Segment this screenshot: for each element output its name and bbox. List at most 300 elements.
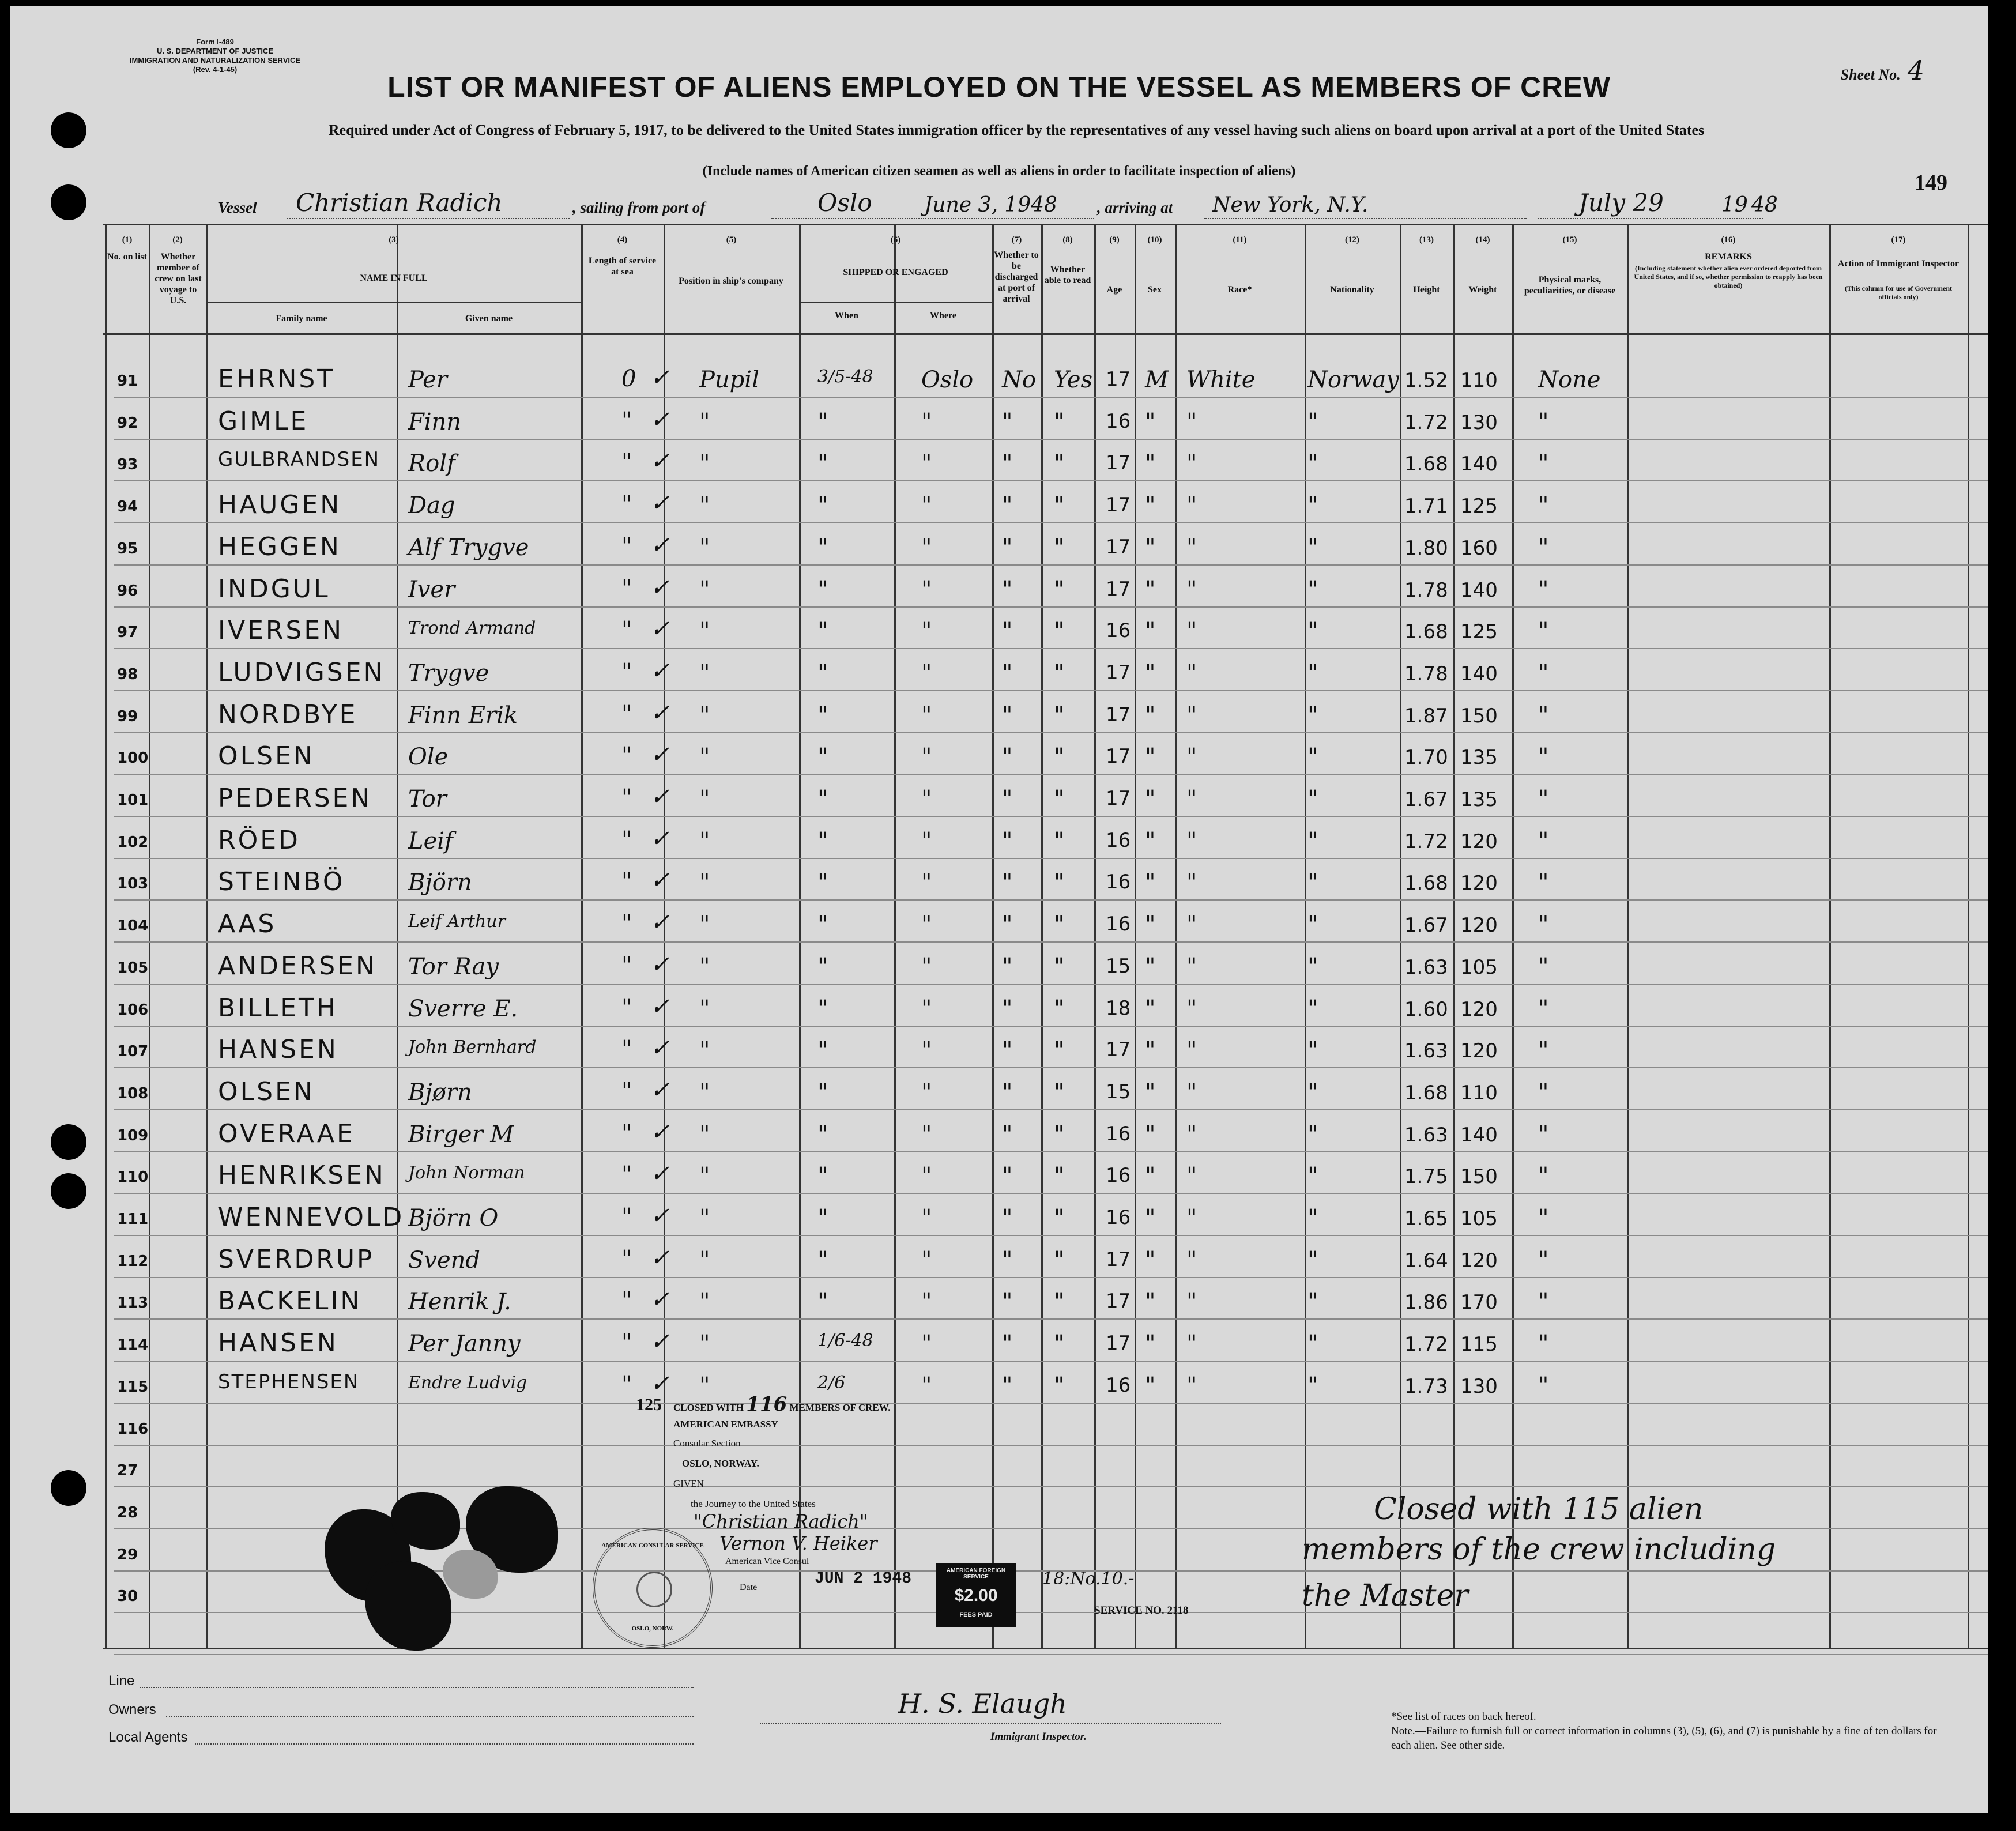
- age-cell: 16: [1106, 913, 1131, 936]
- given-name: Per: [408, 367, 447, 393]
- service-at-sea: ": [621, 1078, 632, 1105]
- sex-cell: ": [1145, 1289, 1156, 1315]
- position-cell: ": [699, 1373, 710, 1399]
- position-cell: Pupil: [699, 367, 759, 393]
- race-cell: ": [1186, 702, 1197, 729]
- row-number: 111: [117, 1211, 149, 1228]
- row-rule: [114, 439, 1988, 440]
- weight-cell: 120: [1460, 872, 1498, 895]
- stamp-fee-note: 18:No.10.-: [1042, 1569, 1135, 1589]
- row-rule: [114, 690, 1988, 691]
- family-name: OLSEN: [218, 1077, 315, 1106]
- check-mark-icon: ✓: [650, 700, 670, 726]
- consul-signature: Vernon V. Heiker: [719, 1532, 877, 1554]
- family-name: HANSEN: [218, 1035, 338, 1064]
- weight-cell: 160: [1460, 537, 1498, 560]
- discharged-cell: ": [1002, 1289, 1013, 1315]
- sex-cell: ": [1145, 492, 1156, 519]
- age-cell: 17: [1106, 787, 1131, 810]
- form-header: [10, 6, 1988, 225]
- row-rule: [114, 941, 1988, 943]
- column-header-list-number: No. on list: [107, 252, 147, 262]
- sex-cell: ": [1145, 1247, 1156, 1274]
- column-number: (13): [1419, 235, 1434, 244]
- row-number: 101: [117, 792, 149, 809]
- read-cell: ": [1054, 1121, 1065, 1148]
- service-at-sea: ": [621, 785, 632, 811]
- given-name: Trygve: [408, 660, 489, 687]
- service-at-sea: ": [621, 1162, 632, 1188]
- position-cell: ": [699, 786, 710, 812]
- where-cell: ": [921, 577, 932, 603]
- race-cell: ": [1186, 828, 1197, 854]
- eagle-emblem-icon: [636, 1572, 672, 1607]
- service-at-sea: ": [621, 952, 632, 979]
- column-header-remarks-note: (Including statement whether alien ever ordered deported from United States, and if so, whether permission to reapply has been obtained): [1634, 264, 1823, 289]
- column-header-inspector-action: Action of Immigrant Inspector: [1837, 259, 1960, 269]
- nationality-cell: ": [1307, 1205, 1318, 1231]
- where-cell: ": [921, 1121, 932, 1148]
- marks-cell: ": [1538, 1247, 1549, 1274]
- given-name: Bjørn: [408, 1079, 472, 1106]
- given-name: Tor Ray: [408, 954, 499, 980]
- nationality-cell: ": [1307, 1121, 1318, 1148]
- age-cell: 16: [1106, 1122, 1131, 1146]
- where-cell: ": [921, 1079, 932, 1106]
- age-cell: 16: [1106, 410, 1131, 433]
- arrival-port: New York, N.Y.: [1212, 193, 1369, 217]
- check-mark-icon: ✓: [650, 993, 670, 1020]
- given-name: Henrik J.: [408, 1289, 511, 1315]
- given-name: Alf Trygve: [408, 534, 529, 561]
- page-title: LIST OR MANIFEST OF ALIENS EMPLOYED ON THE VESSEL AS MEMBERS OF CREW: [387, 71, 1611, 103]
- discharged-cell: ": [1002, 954, 1013, 980]
- closing-note-line2: members of the crew including: [1302, 1532, 1776, 1567]
- column-number: (17): [1891, 235, 1906, 244]
- service-at-sea: ": [621, 575, 632, 602]
- inspector-title: Immigrant Inspector.: [990, 1731, 1087, 1743]
- row-rule: [114, 1445, 1988, 1446]
- discharged-cell: ": [1002, 744, 1013, 770]
- discharged-cell: ": [1002, 1205, 1013, 1231]
- family-name: OVERAAE: [218, 1119, 355, 1148]
- column-header-where: Where: [930, 311, 956, 321]
- given-name: Svend: [408, 1247, 481, 1274]
- row-number: 108: [117, 1085, 149, 1102]
- row-number: 96: [117, 582, 138, 600]
- service-at-sea: ": [621, 994, 632, 1021]
- discharged-cell: ": [1002, 660, 1013, 687]
- age-cell: 17: [1106, 1248, 1131, 1271]
- column-number: (8): [1062, 235, 1073, 244]
- check-mark-icon: ✓: [650, 1328, 670, 1355]
- age-cell: 15: [1106, 955, 1131, 978]
- race-cell: White: [1186, 367, 1256, 393]
- row-rule: [114, 606, 1988, 608]
- nationality-cell: ": [1307, 660, 1318, 687]
- column-number: (12): [1345, 235, 1359, 244]
- read-cell: ": [1054, 1205, 1065, 1231]
- footer-line-label: Line: [108, 1673, 135, 1689]
- weight-cell: 170: [1460, 1291, 1498, 1314]
- discharged-cell: ": [1002, 577, 1013, 603]
- sex-cell: ": [1145, 1121, 1156, 1148]
- family-name: EHRNST: [218, 364, 336, 394]
- wax-seal-blot-icon: [365, 1561, 451, 1651]
- column-header-race: Race*: [1227, 285, 1252, 295]
- discharged-cell: ": [1002, 409, 1013, 435]
- position-cell: ": [699, 1331, 710, 1357]
- row-number: 91: [117, 372, 138, 390]
- nationality-cell: ": [1307, 409, 1318, 435]
- read-cell: ": [1054, 660, 1065, 687]
- discharged-cell: ": [1002, 1163, 1013, 1189]
- column-header-discharged: Whether to be discharged at port of arrival: [994, 250, 1039, 304]
- footnote-penalty: Note.—Failure to furnish full or correct information in columns (3), (5), (6), and (7) is punishable by a fine of ten dollars for each alien. See other side.: [1391, 1725, 1937, 1751]
- row-rule: [114, 1486, 1988, 1487]
- where-cell: ": [921, 492, 932, 519]
- marks-cell: ": [1538, 1331, 1549, 1357]
- where-cell: ": [921, 954, 932, 980]
- height-cell: 1.63: [1404, 1039, 1448, 1063]
- marks-cell: ": [1538, 1121, 1549, 1148]
- position-cell: ": [699, 1205, 710, 1231]
- column-rule: [799, 224, 801, 1648]
- weight-cell: 135: [1460, 746, 1498, 769]
- when-cell: ": [817, 996, 828, 1022]
- discharged-cell: ": [1002, 702, 1013, 729]
- weight-cell: 125: [1460, 495, 1498, 518]
- arrival-port-underline: [1204, 218, 1527, 219]
- closing-note-line1: Closed with 115 alien: [1374, 1492, 1704, 1527]
- race-cell: ": [1186, 618, 1197, 645]
- discharged-cell: ": [1002, 996, 1013, 1022]
- race-cell: ": [1186, 1247, 1197, 1274]
- read-cell: ": [1054, 702, 1065, 729]
- age-cell: 17: [1106, 578, 1131, 601]
- weight-cell: 130: [1460, 1375, 1498, 1398]
- row-number: 105: [117, 959, 149, 977]
- family-name: PEDERSEN: [218, 783, 372, 813]
- family-name: AAS: [218, 909, 277, 939]
- service-at-sea: ": [621, 1287, 632, 1314]
- age-cell: 17: [1106, 703, 1131, 726]
- footer-agents-label: Local Agents: [108, 1730, 188, 1745]
- age-cell: 17: [1106, 745, 1131, 768]
- given-name: Ole: [408, 744, 449, 770]
- service-at-sea: ": [621, 659, 632, 685]
- race-cell: ": [1186, 869, 1197, 896]
- family-name: STEINBÖ: [218, 867, 345, 896]
- age-cell: 17: [1106, 1332, 1131, 1355]
- height-cell: 1.87: [1404, 704, 1448, 728]
- arrival-year-prefix: 19: [1721, 193, 1748, 217]
- where-cell: ": [921, 534, 932, 561]
- nationality-cell: ": [1307, 1331, 1318, 1357]
- stamp-given-label: GIVEN: [673, 1478, 704, 1489]
- given-name: Trond Armand: [408, 618, 536, 638]
- discharged-cell: ": [1002, 492, 1013, 519]
- height-cell: 1.64: [1404, 1249, 1448, 1272]
- service-at-sea: ": [621, 1329, 632, 1356]
- sex-cell: ": [1145, 450, 1156, 477]
- column-number: (7): [1011, 235, 1022, 244]
- when-cell: ": [817, 869, 828, 896]
- family-name: BILLETH: [218, 993, 338, 1023]
- read-cell: ": [1054, 450, 1065, 477]
- row-number: 114: [117, 1336, 149, 1354]
- column-rule: [894, 224, 896, 1648]
- height-cell: 1.52: [1404, 369, 1448, 392]
- vessel-line: [218, 189, 1778, 221]
- column-rule: [1400, 224, 1401, 1648]
- position-cell: ": [699, 492, 710, 519]
- row-number: 27: [117, 1462, 138, 1479]
- row-rule: [114, 1193, 1988, 1194]
- row-rule: [114, 1109, 1988, 1110]
- age-cell: 16: [1106, 1206, 1131, 1229]
- where-cell: ": [921, 911, 932, 938]
- column-rule: [397, 224, 398, 1648]
- age-cell: 16: [1106, 1164, 1131, 1187]
- discharged-cell: ": [1002, 869, 1013, 896]
- age-cell: 17: [1106, 368, 1131, 391]
- nationality-cell: ": [1307, 828, 1318, 854]
- check-mark-icon: ✓: [650, 616, 670, 642]
- when-cell: ": [817, 534, 828, 561]
- discharged-cell: ": [1002, 1079, 1013, 1106]
- inspector-signature-rule: [760, 1723, 1221, 1724]
- name-subheader-rule: [206, 302, 581, 303]
- nationality-cell: ": [1307, 1163, 1318, 1189]
- where-cell: ": [921, 409, 932, 435]
- discharged-cell: ": [1002, 450, 1013, 477]
- service-at-sea: ": [621, 1246, 632, 1272]
- column-header-physical-marks: Physical marks, peculiarities, or disease: [1524, 275, 1616, 296]
- nationality-cell: Norway: [1307, 367, 1399, 393]
- nationality-cell: ": [1307, 702, 1318, 729]
- where-cell: ": [921, 1205, 932, 1231]
- race-cell: ": [1186, 1163, 1197, 1189]
- marks-cell: ": [1538, 1079, 1549, 1106]
- age-cell: 17: [1106, 1038, 1131, 1061]
- port-underline: [771, 218, 1094, 219]
- column-header-height: Height: [1413, 285, 1440, 295]
- sex-cell: ": [1145, 1037, 1156, 1064]
- marks-cell: ": [1538, 828, 1549, 854]
- row-number: 115: [117, 1378, 149, 1396]
- race-cell: ": [1186, 1205, 1197, 1231]
- stamp-closed: [673, 1393, 891, 1416]
- height-cell: 1.72: [1404, 411, 1448, 434]
- discharged-cell: No: [1002, 367, 1037, 393]
- column-header-family-name: Family name: [276, 314, 327, 323]
- sex-cell: ": [1145, 534, 1156, 561]
- service-at-sea: ": [621, 533, 632, 560]
- when-cell: ": [817, 450, 828, 477]
- position-cell: ": [699, 1037, 710, 1064]
- row-rule: [114, 1067, 1988, 1068]
- stamp-date: JUN 2 1948: [815, 1570, 912, 1588]
- table-top-rule: [103, 224, 1988, 225]
- weight-cell: 120: [1460, 830, 1498, 853]
- height-cell: 1.80: [1404, 537, 1448, 560]
- nationality-cell: ": [1307, 534, 1318, 561]
- sex-cell: ": [1145, 1331, 1156, 1357]
- height-cell: 1.75: [1404, 1165, 1448, 1188]
- where-cell: ": [921, 1289, 932, 1315]
- weight-cell: 120: [1460, 914, 1498, 937]
- column-rule: [1453, 224, 1455, 1648]
- nationality-cell: ": [1307, 1289, 1318, 1315]
- position-cell: ": [699, 660, 710, 687]
- weight-cell: 125: [1460, 620, 1498, 643]
- position-cell: ": [699, 1247, 710, 1274]
- when-cell: ": [817, 492, 828, 519]
- inspector-signature: H. S. Elaugh: [898, 1688, 1067, 1719]
- column-rule: [1094, 224, 1096, 1648]
- height-cell: 1.67: [1404, 788, 1448, 811]
- column-rule: [992, 224, 994, 1648]
- discharged-cell: ": [1002, 1373, 1013, 1399]
- when-cell: ": [817, 911, 828, 938]
- weight-cell: 115: [1460, 1333, 1498, 1356]
- read-cell: ": [1054, 869, 1065, 896]
- row-rule: [114, 1403, 1988, 1404]
- race-cell: ": [1186, 954, 1197, 980]
- row-number: 103: [117, 875, 149, 892]
- weight-cell: 150: [1460, 704, 1498, 728]
- nationality-cell: ": [1307, 1247, 1318, 1274]
- given-name: Leif: [408, 828, 453, 854]
- revenue-stamp-value: $2.00: [954, 1586, 998, 1605]
- check-mark-icon: ✓: [650, 1286, 670, 1313]
- when-cell: ": [817, 786, 828, 812]
- service-name: IMMIGRATION AND NATURALIZATION SERVICE: [129, 56, 301, 65]
- where-cell: ": [921, 869, 932, 896]
- sex-cell: ": [1145, 1163, 1156, 1189]
- given-name: Tor: [408, 786, 447, 812]
- row-number: 110: [117, 1169, 149, 1186]
- column-header-position: Position in ship's company: [679, 276, 783, 286]
- height-cell: 1.72: [1404, 1333, 1448, 1356]
- age-cell: 18: [1106, 997, 1131, 1020]
- column-rule: [1968, 224, 1969, 1648]
- position-cell: ": [699, 702, 710, 729]
- given-name: Finn: [408, 409, 462, 435]
- race-cell: ": [1186, 1121, 1197, 1148]
- given-name: Birger M: [408, 1121, 514, 1148]
- row-rule: [114, 564, 1988, 566]
- crew-table: [10, 224, 1988, 1652]
- row-rule: [114, 732, 1988, 733]
- race-cell: ": [1186, 409, 1197, 435]
- position-cell: ": [699, 577, 710, 603]
- family-name: SVERDRUP: [218, 1245, 375, 1274]
- row-rule: [114, 1361, 1988, 1362]
- nationality-cell: ": [1307, 954, 1318, 980]
- read-cell: Yes: [1054, 367, 1093, 393]
- when-cell: ": [817, 828, 828, 854]
- marks-cell: ": [1538, 492, 1549, 519]
- read-cell: ": [1054, 1163, 1065, 1189]
- height-cell: 1.86: [1404, 1291, 1448, 1314]
- read-cell: ": [1054, 996, 1065, 1022]
- position-cell: ": [699, 1289, 710, 1315]
- read-cell: ": [1054, 954, 1065, 980]
- given-name: John Norman: [408, 1163, 525, 1183]
- row-number: 116: [117, 1421, 149, 1438]
- height-cell: 1.78: [1404, 579, 1448, 602]
- sex-cell: ": [1145, 702, 1156, 729]
- stamp-count: 125: [636, 1395, 662, 1414]
- family-name: HENRIKSEN: [218, 1161, 386, 1190]
- row-rule: [114, 1151, 1988, 1152]
- form-subtitle: Required under Act of Congress of February 5, 1917, to be delivered to the United States immigration officer by the representatives of any vessel having such aliens on board upon arrival at a port of the United States: [328, 122, 1705, 138]
- race-cell: ": [1186, 450, 1197, 477]
- sex-cell: ": [1145, 409, 1156, 435]
- marks-cell: ": [1538, 409, 1549, 435]
- row-number: 104: [117, 917, 149, 935]
- age-cell: 16: [1106, 829, 1131, 852]
- where-cell: ": [921, 1373, 932, 1399]
- seal-text: AMERICAN CONSULAR SERVICE: [601, 1542, 704, 1549]
- marks-cell: ": [1538, 1205, 1549, 1231]
- check-mark-icon: ✓: [650, 1203, 670, 1229]
- weight-cell: 110: [1460, 369, 1498, 392]
- nationality-cell: ": [1307, 911, 1318, 938]
- position-cell: ": [699, 744, 710, 770]
- stamp-closed-suffix: MEMBERS OF CREW.: [789, 1402, 891, 1413]
- column-rule: [664, 224, 665, 1648]
- revenue-stamp-bottom: FEES PAID: [959, 1611, 993, 1618]
- read-cell: ": [1054, 492, 1065, 519]
- discharged-cell: ": [1002, 1247, 1013, 1274]
- check-mark-icon: ✓: [650, 532, 670, 559]
- read-cell: ": [1054, 1079, 1065, 1106]
- when-cell: ": [817, 744, 828, 770]
- height-cell: 1.73: [1404, 1375, 1448, 1398]
- check-mark-icon: ✓: [650, 1119, 670, 1146]
- when-cell: ": [817, 618, 828, 645]
- height-cell: 1.60: [1404, 998, 1448, 1021]
- check-mark-icon: ✓: [650, 826, 670, 852]
- given-name: Sverre E.: [408, 996, 518, 1022]
- column-header-shipped: SHIPPED OR ENGAGED: [843, 268, 948, 277]
- sex-cell: ": [1145, 911, 1156, 938]
- where-cell: ": [921, 660, 932, 687]
- position-cell: ": [699, 996, 710, 1022]
- check-mark-icon: ✓: [650, 1245, 670, 1271]
- when-cell: ": [817, 1037, 828, 1064]
- column-number: (5): [726, 235, 737, 244]
- row-number: 100: [117, 749, 149, 767]
- where-cell: ": [921, 450, 932, 477]
- service-at-sea: ": [621, 1036, 632, 1063]
- height-cell: 1.65: [1404, 1207, 1448, 1230]
- consul-title: American Vice Consul: [725, 1557, 809, 1566]
- revenue-stamp-icon: [936, 1563, 1016, 1627]
- sex-cell: ": [1145, 828, 1156, 854]
- column-rule: [206, 224, 208, 1648]
- nationality-cell: ": [1307, 996, 1318, 1022]
- departure-port: Oslo: [817, 189, 872, 217]
- read-cell: ": [1054, 534, 1065, 561]
- column-header-nationality: Nationality: [1330, 285, 1374, 295]
- race-cell: ": [1186, 1289, 1197, 1315]
- age-cell: 16: [1106, 1374, 1131, 1397]
- read-cell: ": [1054, 1247, 1065, 1274]
